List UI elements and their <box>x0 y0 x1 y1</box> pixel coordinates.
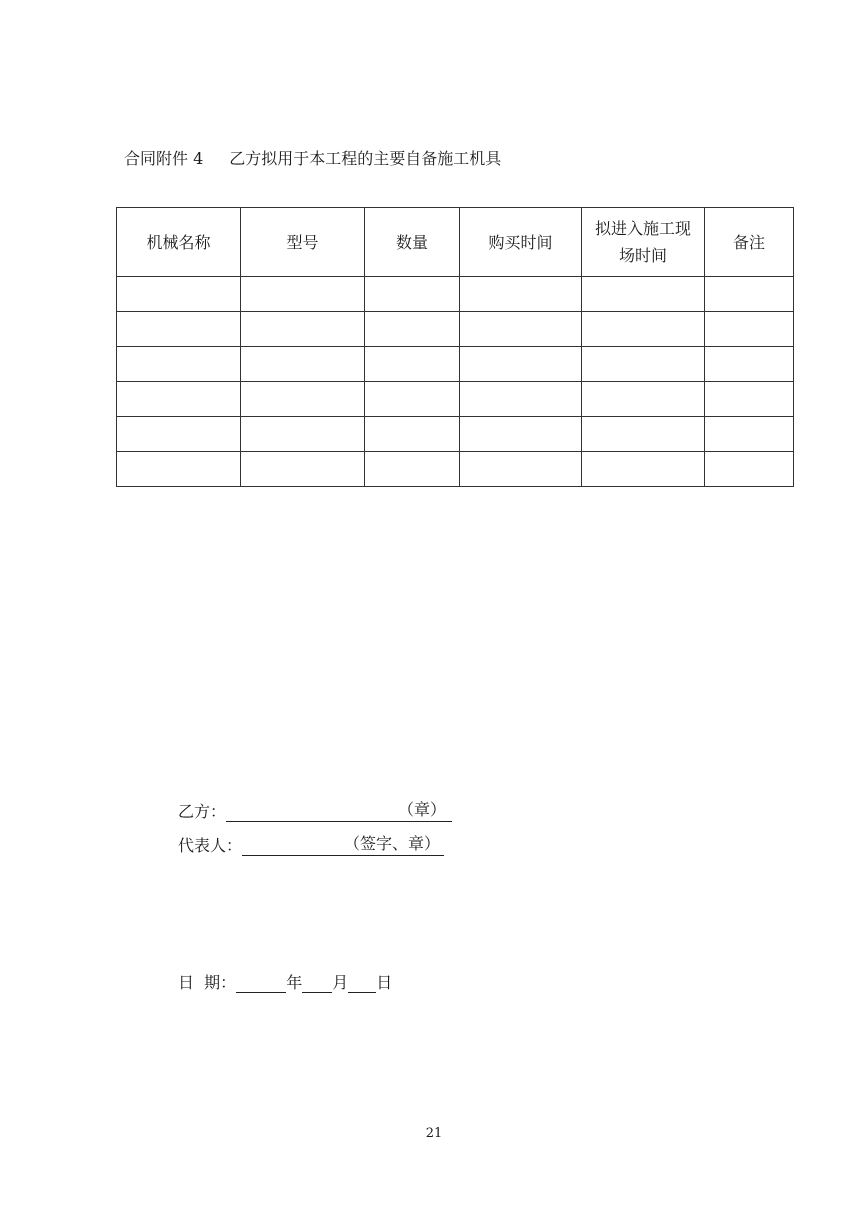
day-label: 日 <box>376 973 393 992</box>
column-header-purchase-time: 购买时间 <box>460 208 582 277</box>
equipment-table <box>116 207 794 487</box>
year-label: 年 <box>286 973 303 992</box>
table-cell[interactable] <box>460 277 582 312</box>
signing-date <box>178 970 392 993</box>
column-header-remarks: 备注 <box>705 208 794 277</box>
table-cell[interactable] <box>582 277 705 312</box>
page-title <box>124 146 501 169</box>
table-cell[interactable] <box>365 347 460 382</box>
representative-label: 代表人： <box>178 836 243 855</box>
date-label: 日 期： <box>178 973 237 992</box>
table-cell[interactable] <box>365 312 460 347</box>
table-row <box>117 347 794 382</box>
year-blank[interactable] <box>236 972 286 993</box>
table-cell[interactable] <box>582 382 705 417</box>
table-row <box>117 382 794 417</box>
table-cell[interactable] <box>705 277 794 312</box>
day-blank[interactable] <box>348 972 376 993</box>
table-cell[interactable] <box>241 277 365 312</box>
table-cell[interactable] <box>460 417 582 452</box>
table-row <box>117 452 794 487</box>
table-header-row <box>117 208 794 277</box>
table-cell[interactable] <box>705 417 794 452</box>
party-b-seal-line[interactable] <box>226 799 452 822</box>
column-header-entry-time: 拟进入施工现 场时间 <box>582 208 705 277</box>
table-cell[interactable] <box>241 417 365 452</box>
table-row <box>117 417 794 452</box>
representative-seal-note: （签字、章） <box>344 834 441 853</box>
party-b-label: 乙方： <box>178 802 227 821</box>
table-cell[interactable] <box>582 312 705 347</box>
table-cell[interactable] <box>582 452 705 487</box>
table-cell[interactable] <box>117 312 241 347</box>
table-cell[interactable] <box>365 382 460 417</box>
table-cell[interactable] <box>460 347 582 382</box>
column-header-machine-name: 机械名称 <box>117 208 241 277</box>
attachment-title: 乙方拟用于本工程的主要自备施工机具 <box>229 149 502 168</box>
table-cell[interactable] <box>460 382 582 417</box>
table-cell[interactable] <box>365 277 460 312</box>
table-cell[interactable] <box>365 417 460 452</box>
table-cell[interactable] <box>241 452 365 487</box>
table-cell[interactable] <box>117 347 241 382</box>
table-cell[interactable] <box>241 382 365 417</box>
attachment-number: 合同附件 4 <box>124 149 204 168</box>
table-cell[interactable] <box>705 382 794 417</box>
table-cell[interactable] <box>705 312 794 347</box>
month-blank[interactable] <box>302 972 332 993</box>
representative-seal-line[interactable] <box>242 833 444 856</box>
party-b-seal-note: （章） <box>398 800 447 819</box>
column-header-quantity: 数量 <box>365 208 460 277</box>
table-cell[interactable] <box>117 452 241 487</box>
table-cell[interactable] <box>117 277 241 312</box>
month-label: 月 <box>332 973 349 992</box>
table-cell[interactable] <box>117 382 241 417</box>
party-b-signature <box>178 799 452 822</box>
column-header-model: 型号 <box>241 208 365 277</box>
table-cell[interactable] <box>117 417 241 452</box>
table-cell[interactable] <box>582 347 705 382</box>
representative-signature <box>178 833 444 856</box>
page-number: 21 <box>425 1126 443 1141</box>
table-cell[interactable] <box>582 417 705 452</box>
table-row <box>117 277 794 312</box>
table-row <box>117 312 794 347</box>
table-cell[interactable] <box>460 452 582 487</box>
table-cell[interactable] <box>365 452 460 487</box>
table-cell[interactable] <box>705 452 794 487</box>
table-cell[interactable] <box>460 312 582 347</box>
table-cell[interactable] <box>705 347 794 382</box>
table-cell[interactable] <box>241 347 365 382</box>
table-cell[interactable] <box>241 312 365 347</box>
